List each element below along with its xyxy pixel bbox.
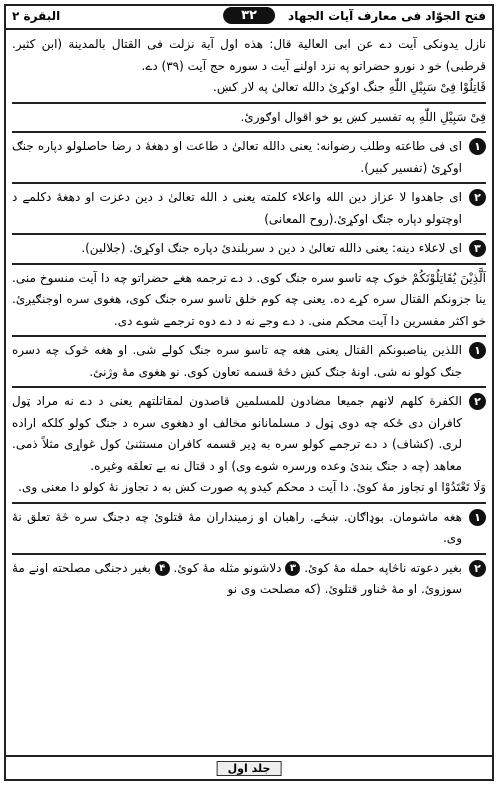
tafsir-intro: فِیْ سَبِیْلِ اللّٰهِ په تفسیر کښ یو خو اقوال اوګورئ.: [240, 109, 486, 124]
item-number-badge: ۱: [469, 342, 486, 359]
divider: [12, 502, 486, 504]
item-number-badge: ۱: [469, 138, 486, 155]
page-header: [4, 4, 494, 30]
intro-paragraph: نازل یدونکی آیت دے عن ابی العالیة قال: هذه اول آیة نزلت فی القتال بالمدینة (ابن کثیر. قرطبی) خو د نورو حضراتو په نزد اولنے آیت د سورہ حج آیت (۳۹) دے.: [12, 37, 486, 73]
item-text: بغیر دجنګی مصلحته اونے مهٔ سوزوئ. او مهٔ څناور قتلوئ. (که مصلحت وی نو: [12, 560, 462, 596]
list-item: [12, 391, 486, 477]
list-item: [12, 340, 486, 383]
item-text: بغیر دعوته ناڅاپه حمله مهٔ کوئ.: [304, 560, 462, 575]
volume-label: جلد اول: [217, 761, 282, 776]
book-title: فتح الجوّاد فی معارف آیات الجهاد: [288, 9, 486, 23]
divider: [12, 233, 486, 235]
page-body: [12, 34, 486, 746]
late-paragraph: وَلَا تَعْتَدُوْا او تجاوز مهٔ کوئ. دا آیت د محکم کیدو په صورت کښ به د تجاوز نهٔ کولو دا معنی وی.: [18, 480, 486, 494]
divider: [12, 182, 486, 184]
item-text: دلاشونو مثله مهٔ کوئ.: [173, 560, 282, 575]
item-number-badge: ۲: [469, 189, 486, 206]
item-text: الکفرة کلهم لانهم جمیعا مضادون للمسلمین قاصدون لمقاتلتهم یعنی د دے نه مراد ټول کافران دی ځکه چه دوی ټول د مسلمانانو مخالف او دهغوی سره د جنګ کولو کلکه اراده لری. (کشاف) د دے ترجمے کولو سره به ډیر قسمه کافران مستثنیٰ کول غواړی مثلاً ذمی. معاهد (چه د جنګ بندئ وعده ورسره شوے وی) او د قتال نه بے تعلقه وغیره.: [12, 394, 462, 473]
verse-paragraph: قَاتِلُوْا فِیْ سَبِیْلِ اللّٰهِ جنگ اوکړئ دالله تعالیٰ په لار کښ.: [213, 80, 486, 94]
item-number-badge: ۲: [469, 560, 486, 577]
item-text: اللذین یناصبونکم القتال یعنی هغه چه تاسو سره جنګ کولے شی. او هغه څوک چه دسره جنګ کولو نه شی. اونهٔ جنګ کښ دڅهٔ قسمه تعاون کوی. نو هغوی مهٔ وژنئ.: [12, 343, 462, 379]
surah-juz-label: البقرة ۲: [12, 9, 61, 23]
divider: [12, 386, 486, 388]
divider: [12, 102, 486, 104]
item-text: هغه ماشومان. بوډاګان. ښځے. راهبان او زمینداران مهٔ قتلوئ چه دجنګ سره څهٔ تعلق نهٔ وی.: [12, 509, 462, 545]
list-item: [12, 187, 486, 230]
item-text: ای فی طاعته وطلب رضوانه: یعنی دالله تعالیٰ د طاعت او دهغهٔ د رضا حاصلولو دپاره جنګ اوکړئ (تفسیر کبیر).: [12, 139, 462, 175]
divider: [12, 335, 486, 337]
divider: [12, 553, 486, 555]
item-number-badge: ۱: [469, 509, 486, 526]
page-footer: [4, 755, 494, 781]
item-number-badge: ۳: [469, 240, 486, 257]
item-text: ای لاعلاء دینه: یعنی دالله تعالیٰ د دین د سربلندئ دپاره جنګ اوکړئ. (جلالین).: [81, 241, 462, 255]
item-number-badge: ۳: [285, 561, 300, 576]
page-number: ۳۲: [223, 7, 275, 24]
list-item: [12, 136, 486, 179]
item-number-badge: ۲: [469, 393, 486, 410]
middle-paragraph: اَلَّذِیْنَ یُقَاتِلُوْنَکُمْ خوک چه تاسو سره جنګ کوی. د دے ترجمه هغے حضراتو چه دا آیت منسوخ منی. ینا جزونکم القتال سره کړے ده. یعنی چه کوم خلق تاسو سره جنګ کوی، هغوی سره اوجنګیږئ. خو اکثر مفسرین دا آیت محکم منی. د دے وجے نه د دے دوه ترجمے شوے دی.: [12, 270, 486, 328]
list-item: [12, 507, 486, 550]
item-number-badge: ۴: [155, 561, 170, 576]
divider: [12, 263, 486, 265]
item-text: ای جاهدوا لا عزاز دین الله واعلاء کلمته یعنی د الله تعالیٰ د دین دعزت او دهغهٔ دکلمے د اوچتولو دپاره جنګ اوکړئ.(روح المعانی): [12, 190, 462, 226]
list-item: [12, 238, 486, 260]
list-item: [12, 558, 486, 601]
divider: [12, 131, 486, 133]
